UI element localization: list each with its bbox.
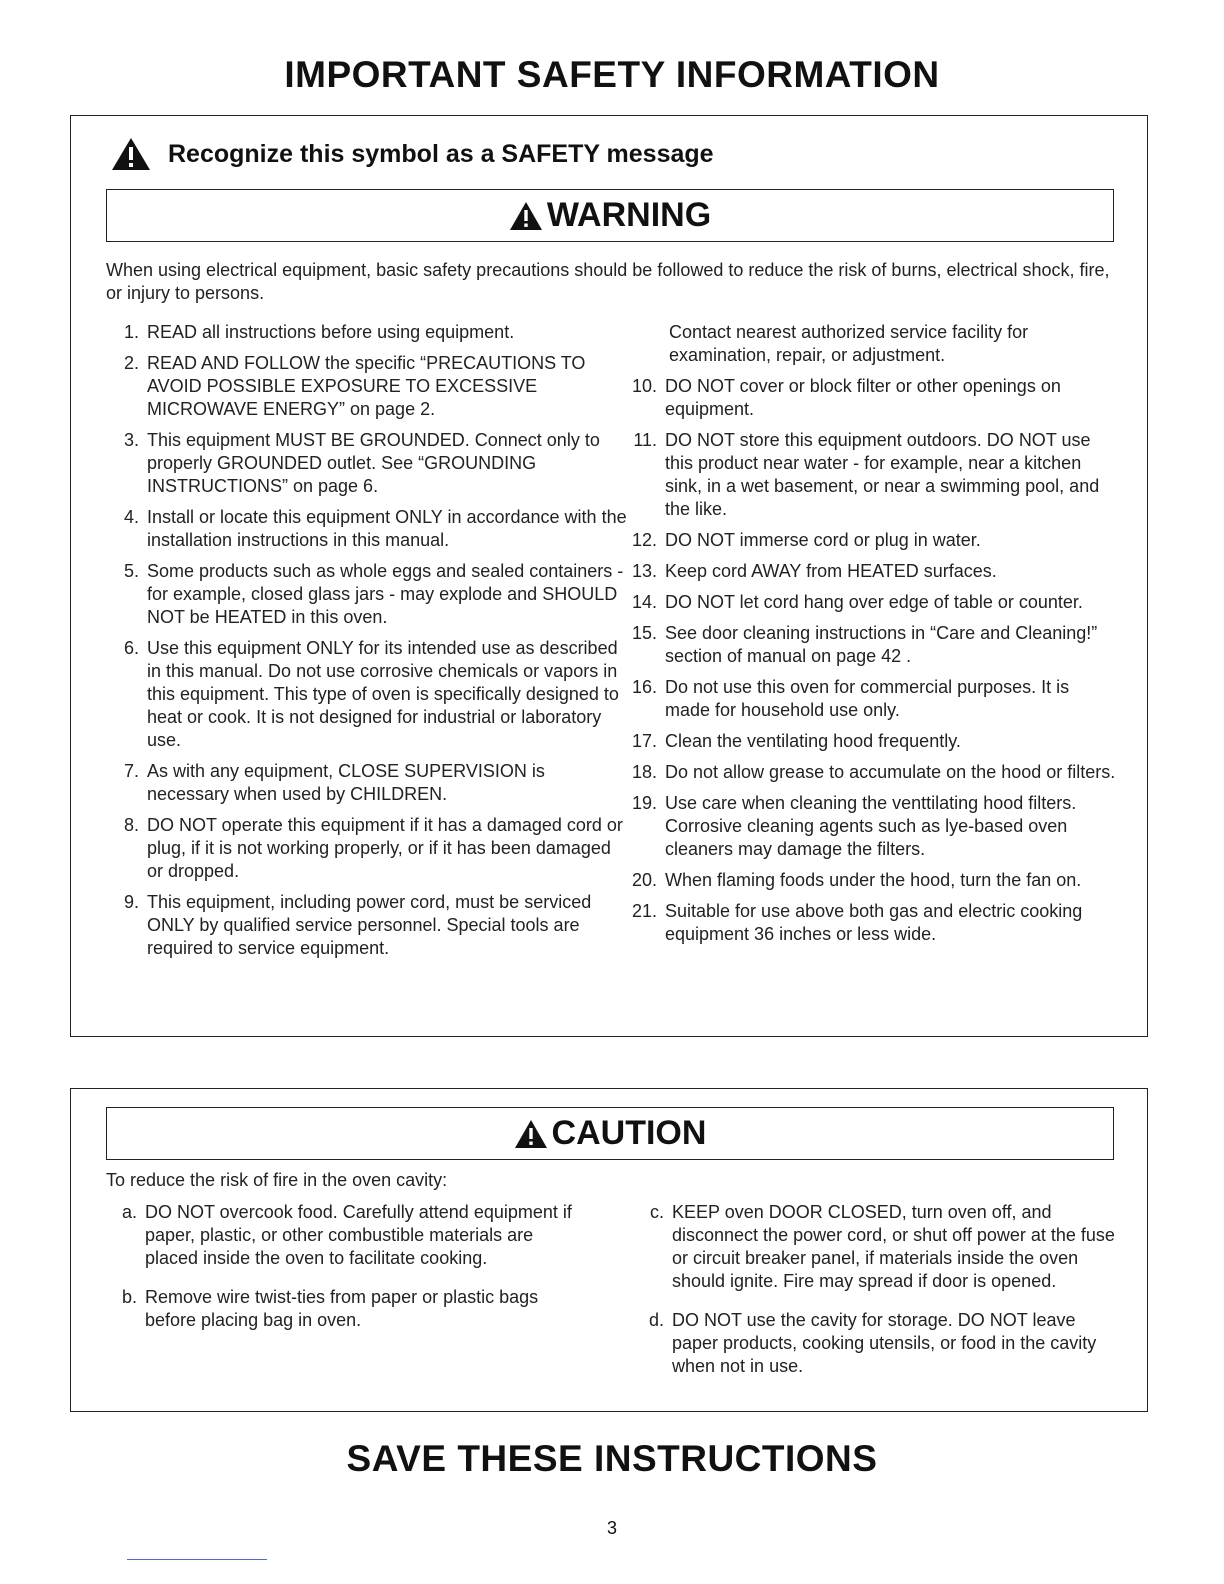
caution-signal-box <box>106 1107 1114 1160</box>
list-item <box>111 814 631 883</box>
item-number: 16. <box>631 677 657 697</box>
list-item <box>636 1201 1116 1293</box>
caution-list-right <box>636 1201 1116 1394</box>
list-item <box>629 429 1119 521</box>
item-number: 21. <box>631 901 657 921</box>
list-item <box>629 869 1119 892</box>
item-number: 5. <box>123 561 139 581</box>
safety-symbol-text: Recognize this symbol as a SAFETY message <box>168 139 714 168</box>
list-item <box>111 891 631 960</box>
item-text: DO NOT operate this equipment if it has a damaged cord or plug, if it is not working properly, or if it has been damaged or dropped. <box>147 815 623 881</box>
list-item <box>629 375 1119 421</box>
list-item <box>629 560 1119 583</box>
item-text: Use this equipment ONLY for its intended use as described in this manual. Do not use corrosive chemicals or vapors in this equipment. This type of oven is specifically designed to heat or cook. It is not designed for industrial or laboratory use. <box>147 638 619 750</box>
item-number: 20. <box>631 870 657 890</box>
list-item <box>629 529 1119 552</box>
safety-symbol-heading <box>111 136 714 172</box>
list-item <box>111 637 631 752</box>
item-text: Some products such as whole eggs and sealed containers - for example, closed glass jars - may explode and SHOULD NOT be HEATED in this oven. <box>147 561 624 627</box>
item-text: When flaming foods under the hood, turn the fan on. <box>665 870 1082 890</box>
list-item <box>111 760 631 806</box>
item-text: READ AND FOLLOW the specific “PRECAUTIONS TO AVOID POSSIBLE EXPOSURE TO EXCESSIVE MICROWAVE ENERGY” on page 2. <box>147 353 586 419</box>
list-item <box>629 730 1119 753</box>
item-text: DO NOT use the cavity for storage. DO NOT leave paper products, cooking utensils, or food in the cavity when not in use. <box>672 1310 1097 1376</box>
list-item <box>109 1201 589 1270</box>
item-number: 12. <box>631 530 657 550</box>
list-item <box>629 761 1119 784</box>
item-number: 4. <box>123 507 139 527</box>
item-9-continued: Contact nearest authorized service facility for examination, repair, or adjustment. <box>669 322 1029 365</box>
item-text: Do not allow grease to accumulate on the hood or filters. <box>665 762 1116 782</box>
list-item <box>636 1309 1116 1378</box>
list-item <box>629 676 1119 722</box>
item-number: 14. <box>631 592 657 612</box>
warning-list-left <box>111 321 631 968</box>
item-text: See door cleaning instructions in “Care and Cleaning!” section of manual on page 42 . <box>665 623 1098 666</box>
item-letter: d. <box>648 1310 664 1330</box>
item-letter: c. <box>649 1202 664 1222</box>
item-number: 2. <box>123 353 139 373</box>
warning-intro: When using electrical equipment, basic safety precautions should be followed to reduce the risk of burns, electrical shock, fire, or injury to persons. <box>106 260 1110 303</box>
item-number: 7. <box>123 761 139 781</box>
item-number: 19. <box>631 793 657 813</box>
list-item <box>111 506 631 552</box>
item-number: 6. <box>123 638 139 658</box>
item-text: Suitable for use above both gas and electric cooking equipment 36 inches or less wide. <box>665 901 1083 944</box>
item-text: As with any equipment, CLOSE SUPERVISION is necessary when used by CHILDREN. <box>147 761 545 804</box>
item-number: 13. <box>631 561 657 581</box>
item-text: DO NOT immerse cord or plug in water. <box>665 530 981 550</box>
item-text: Install or locate this equipment ONLY in accordance with the installation instructions in this manual. <box>147 507 627 550</box>
warning-section <box>70 115 1148 1037</box>
item-text: KEEP oven DOOR CLOSED, turn oven off, and disconnect the power cord, or shut off power at the fuse or circuit breaker panel, if materials inside the oven should ignite. Fire may spread if door is opened. <box>672 1202 1115 1291</box>
caution-list-left <box>109 1201 589 1348</box>
item-text: Remove wire twist-ties from paper or plastic bags before placing bag in oven. <box>145 1287 539 1330</box>
item-letter: b. <box>121 1287 137 1307</box>
footnote-divider <box>127 1559 267 1560</box>
item-text: Use care when cleaning the venttilating hood filters. Corrosive cleaning agents such as lye-based oven cleaners may damage the filters. <box>665 793 1077 859</box>
item-number: 15. <box>631 623 657 643</box>
list-item <box>111 560 631 629</box>
item-text: DO NOT overcook food. Carefully attend equipment if paper, plastic, or other combustible materials are placed inside the oven to facilitate cooking. <box>145 1202 572 1268</box>
caution-intro: To reduce the risk of fire in the oven cavity: <box>106 1170 448 1190</box>
item-text: DO NOT cover or block filter or other openings on equipment. <box>665 376 1061 419</box>
item-text: DO NOT store this equipment outdoors. DO NOT use this product near water - for example, near a kitchen sink, in a wet basement, or near a swimming pool, and the like. <box>665 430 1100 519</box>
warning-label: WARNING <box>546 196 712 234</box>
item-number: 10. <box>631 376 657 396</box>
caution-label: CAUTION <box>551 1114 707 1152</box>
list-item <box>629 792 1119 861</box>
item-text: READ all instructions before using equipment. <box>147 322 515 342</box>
list-item <box>111 429 631 498</box>
list-item <box>629 900 1119 946</box>
page-title: IMPORTANT SAFETY INFORMATION <box>284 54 940 95</box>
list-item <box>629 591 1119 614</box>
caution-section <box>70 1088 1148 1412</box>
list-item <box>109 1286 589 1332</box>
item-text: This equipment, including power cord, must be serviced ONLY by qualified service personnel. Special tools are required to service equipment. <box>147 892 592 958</box>
list-item <box>629 622 1119 668</box>
page-number: 3 <box>606 1518 617 1538</box>
item-number: 17. <box>631 731 657 751</box>
item-number: 9. <box>123 892 139 912</box>
warning-signal-box <box>106 189 1114 242</box>
item-text: Clean the ventilating hood frequently. <box>665 731 961 751</box>
save-instructions-title: SAVE THESE INSTRUCTIONS <box>346 1438 878 1479</box>
item-letter: a. <box>121 1202 137 1222</box>
list-item <box>111 352 631 421</box>
list-item <box>111 321 631 344</box>
item-number: 1. <box>123 322 139 342</box>
warning-list-right <box>629 321 1119 954</box>
item-number: 3. <box>123 430 139 450</box>
item-number: 18. <box>631 762 657 782</box>
item-number: 8. <box>123 815 139 835</box>
item-text: Do not use this oven for commercial purposes. It is made for household use only. <box>665 677 1070 720</box>
warning-triangle-icon <box>509 201 543 231</box>
warning-triangle-icon <box>111 137 151 171</box>
warning-triangle-icon <box>514 1119 548 1149</box>
item-number: 11. <box>633 430 657 450</box>
item-text: This equipment MUST BE GROUNDED. Connect only to properly GROUNDED outlet. See “GROUNDING INSTRUCTIONS” on page 6. <box>147 430 600 496</box>
item-text: DO NOT let cord hang over edge of table or counter. <box>665 592 1083 612</box>
item-text: Keep cord AWAY from HEATED surfaces. <box>665 561 997 581</box>
